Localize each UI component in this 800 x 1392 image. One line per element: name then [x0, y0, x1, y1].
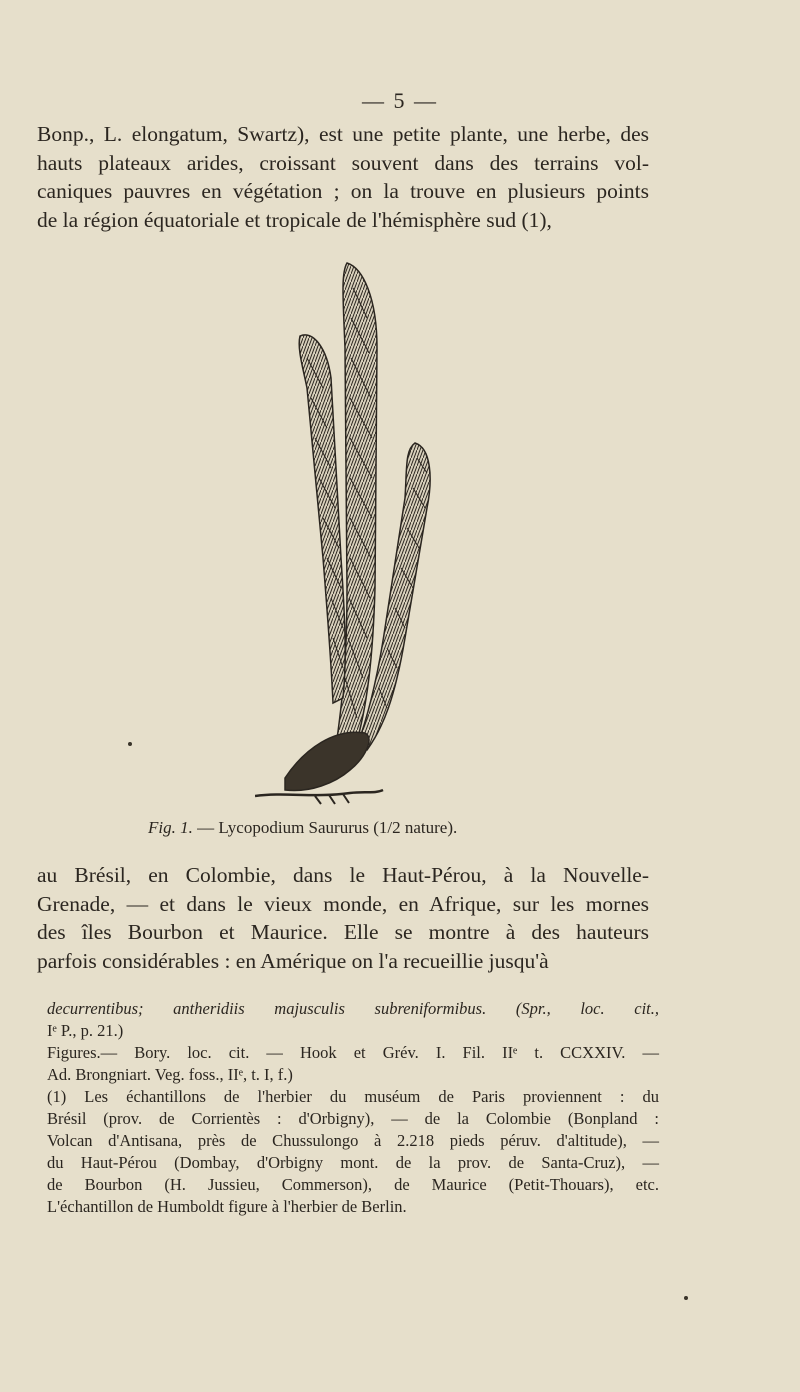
footnote-line: (1) Les échantillons de l'herbier du muséum de Paris proviennent : du: [47, 1087, 659, 1106]
paragraph-top: [37, 120, 649, 234]
text-line: Bonp., L. elongatum, Swartz), est une petite plante, une herbe, des: [37, 122, 649, 146]
footnotes: [47, 998, 659, 1218]
page-number: — 5 —: [362, 88, 438, 113]
text-line: parfois considérables : en Amérique on l'a recueillie jusqu'à: [37, 948, 549, 973]
base-rhizome: [285, 732, 369, 790]
paper-speck: [684, 1296, 688, 1300]
text-line: des îles Bourbon et Maurice. Elle se montre à des hauteurs: [37, 920, 649, 944]
stem-left: [299, 335, 345, 703]
paragraph-bottom: [37, 861, 649, 975]
figure-caption-text: — Lycopodium Saururus (1/2 nature).: [192, 818, 458, 837]
text-line: hauts plateaux arides, croissant souvent dans des terrains vol-: [37, 150, 649, 175]
lycopodium-illustration: [255, 258, 445, 818]
footnote-line: de Bourbon (H. Jussieu, Commerson), de Maurice (Petit-Thouars), etc.: [47, 1175, 659, 1194]
footnote-line: du Haut-Pérou (Dombay, d'Orbigny mont. de la prov. de Santa-Cruz), —: [47, 1153, 659, 1172]
text-line: caniques pauvres en végétation ; on la trouve en plusieurs points: [37, 179, 649, 203]
footnote-line: decurrentibus; antheridiis majusculis subreniformibus. (Spr., loc. cit.,: [47, 999, 659, 1018]
footnote-line: Brésil (prov. de Corrientès : d'Orbigny), — de la Colombie (Bonpland :: [47, 1109, 659, 1128]
footnote-line: Figures.— Bory. loc. cit. — Hook et Grév. I. Fil. IIᵉ t. CCXXIV. —: [47, 1043, 659, 1062]
text-line: de la région équatoriale et tropicale de l'hémisphère sud (1),: [37, 207, 552, 232]
footnote-line: Volcan d'Antisana, près de Chussulongo à 2.218 pieds péruv. d'altitude), —: [47, 1131, 659, 1150]
text-line: Grenade, — et dans le vieux monde, en Afrique, sur les mornes: [37, 891, 649, 916]
footnote-line: Iᵉ P., p. 21.): [47, 1021, 124, 1040]
paper-speck: [128, 742, 132, 746]
footnote-line: Ad. Brongniart. Veg. foss., IIᵉ, t. I, f.): [47, 1065, 293, 1084]
footnote-line: L'échantillon de Humboldt figure à l'herbier de Berlin.: [47, 1197, 407, 1216]
figure-caption: [148, 818, 668, 838]
figure-label: Fig. 1.: [148, 818, 193, 837]
text-line: au Brésil, en Colombie, dans le Haut-Pérou, à la Nouvelle-: [37, 863, 649, 887]
